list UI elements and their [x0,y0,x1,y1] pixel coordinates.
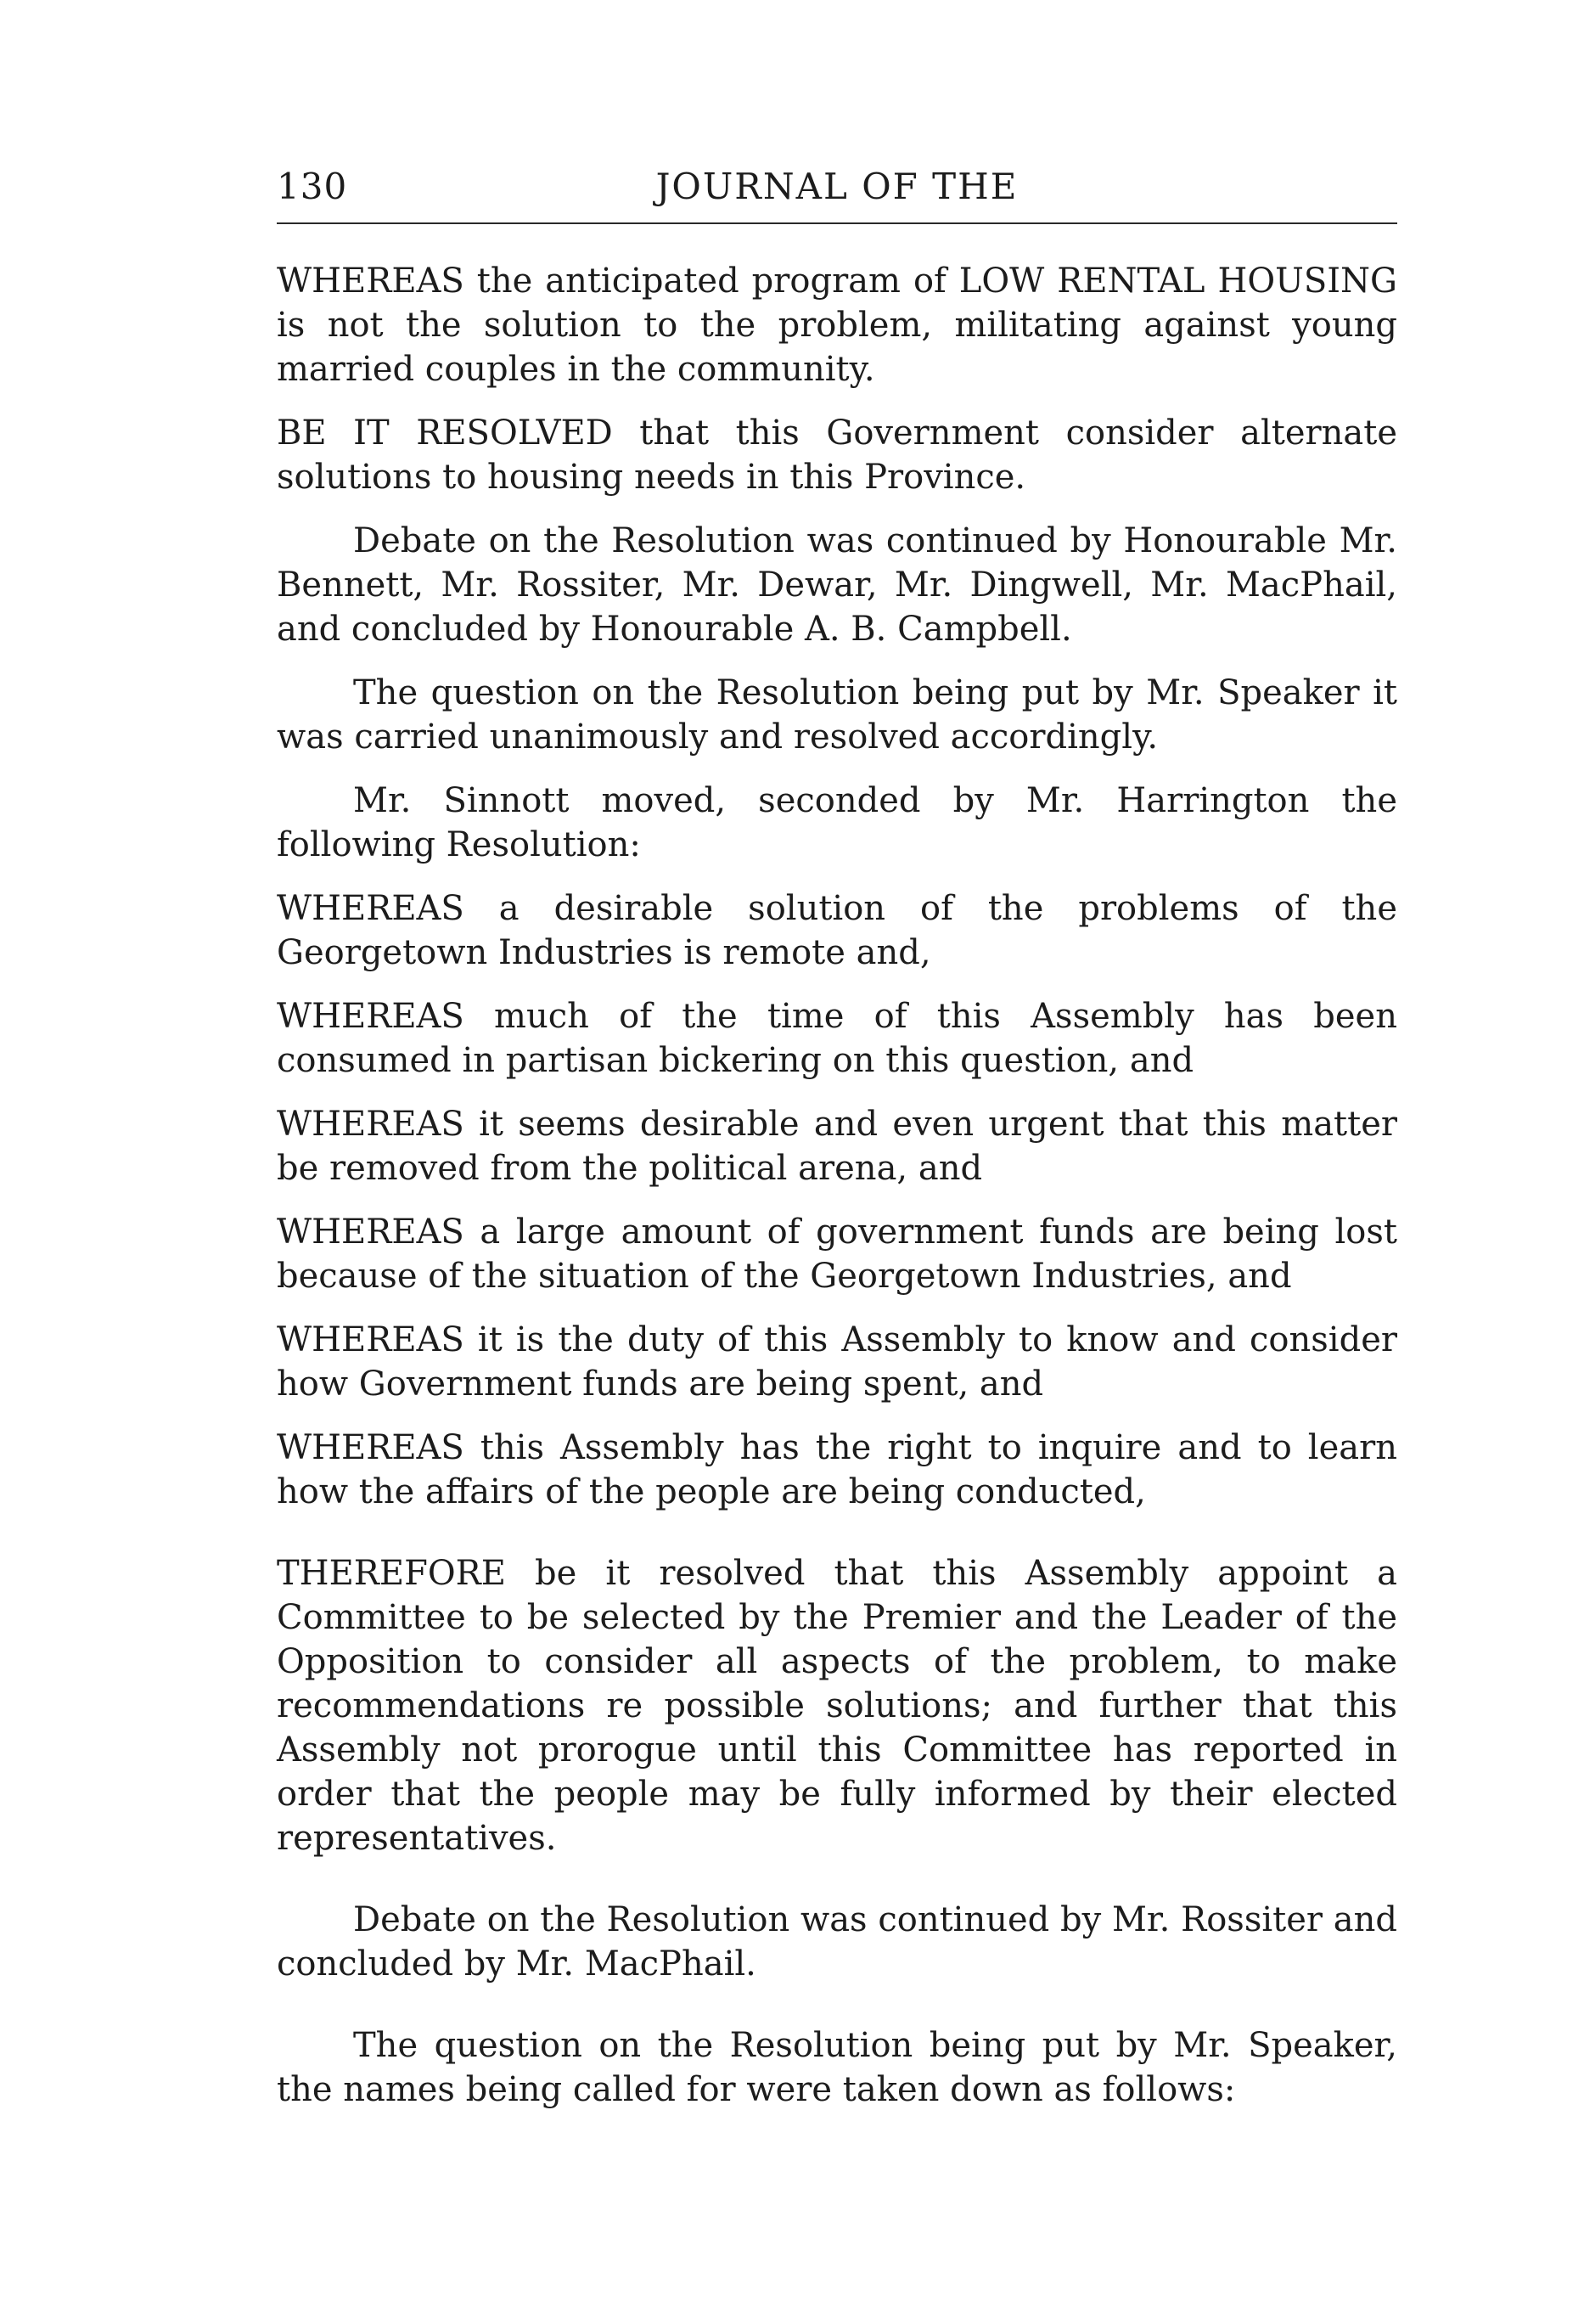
whereas-georgetown-remote: WHEREAS a desirable solution of the problems of the Georgetown Industries is remote and, [277,889,1397,972]
debate-concluded-paragraph: Debate on the Resolution was continued by Mr. Rossiter and concluded by Mr. MacPhail. [277,1900,1397,1984]
resolved-alternate-solutions: BE IT RESOLVED that this Government consider alternate solutions to housing needs in this Province. [277,414,1397,497]
therefore-resolved-paragraph: THEREFORE be it resolved that this Assembly appoint a Committee to be selected by the Premier and the Leader of the Opposition to consider all aspects of the problem, to make recommendations re possible solutions; and further that this Assembly not prorogue until this Committee has reported in order that the people may be fully informed by their elected representatives. [277,1554,1397,1858]
whereas-political-arena: WHEREAS it seems desirable and even urgent that this matter be removed from the political arena, and [277,1105,1397,1188]
motion-paragraph: Mr. Sinnott moved, seconded by Mr. Harrington the following Resolution: [277,781,1397,864]
debate-continued-paragraph: Debate on the Resolution was continued by Honourable Mr. Bennett, Mr. Rossiter, Mr. Dewar, Mr. Dingwell, Mr. MacPhail, and concluded by Honourable A. B. Campbell. [277,521,1397,649]
whereas-partisan-bickering: WHEREAS much of the time of this Assembly has been consumed in partisan bickering on this question, and [277,997,1397,1080]
page-header [277,161,1397,224]
names-called-paragraph: The question on the Resolution being put by Mr. Speaker, the names being called for were taken down as follows: [277,2026,1397,2109]
whereas-duty-of-assembly: WHEREAS it is the duty of this Assembly to know and consider how Government funds are being spent, and [277,1320,1397,1404]
whereas-low-rental-housing: WHEREAS the anticipated program of LOW RENTAL HOUSING is not the solution to the problem, militating against young married couples in the community. [277,262,1397,389]
whereas-right-to-inquire: WHEREAS this Assembly has the right to inquire and to learn how the affairs of the people are being conducted, [277,1428,1397,1511]
page-number: 130 [277,166,348,207]
running-head: JOURNAL OF THE [655,166,1019,207]
journal-body [277,259,1397,2131]
question-carried-paragraph: The question on the Resolution being put by Mr. Speaker it was carried unanimously and resolved accordingly. [277,673,1397,757]
whereas-funds-lost: WHEREAS a large amount of government funds are being lost because of the situation of the Georgetown Industries, and [277,1213,1397,1296]
